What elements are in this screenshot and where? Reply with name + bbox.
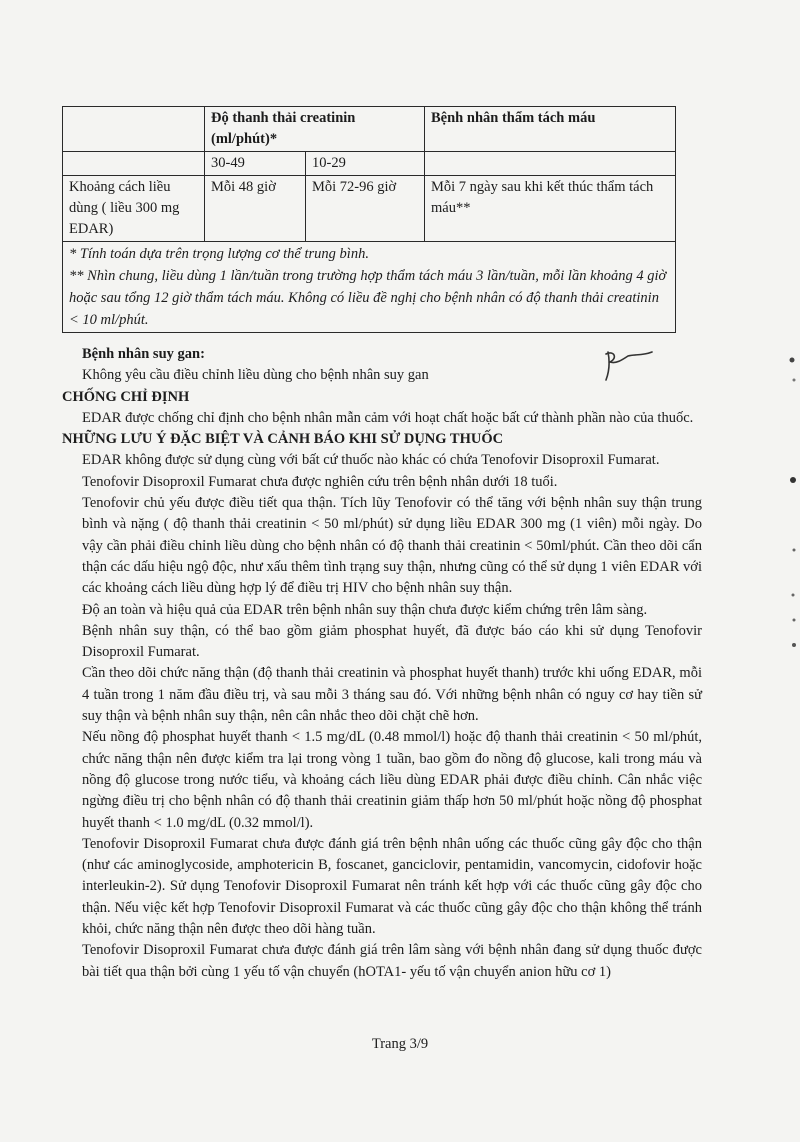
contraindications-heading: CHỐNG CHỈ ĐỊNH: [62, 388, 190, 405]
header-dialysis: Bệnh nhân thẩm tách máu: [425, 107, 676, 152]
table-header-row: [63, 107, 676, 152]
page-number: Trang 3/9: [371, 1036, 429, 1052]
header-clearance: Độ thanh thải creatinin (ml/phút)*: [205, 107, 425, 152]
subheader-dialysis-empty: [425, 152, 676, 176]
document-body: [62, 344, 702, 983]
table-subheader-row: [63, 152, 676, 176]
warnings-heading: NHỮNG LƯU Ý ĐẶC BIỆT VÀ CẢNH BÁO KHI SỬ DỤNG THUỐC: [62, 431, 504, 448]
warnings-paragraph-7: Nếu nồng độ phosphat huyết thanh < 1.5 mg/dL (0.48 mmol/l) hoặc độ thanh thải creatinin < 50 ml/phút, chức năng thận nên được kiểm tra lại trong vòng 1 tuần, bao gồm đo nồng độ glucose, kali trong máu và nồng độ glucose trong nước tiểu, và khoảng cách liều dùng EDAR phải được điều chỉnh. Cân nhắc việc ngừng điều trị cho bệnh nhân có độ thanh thải creatinin giảm thấp hơn 50 ml/phút hoặc nồng độ phosphat huyết thanh < 1.0 mg/dL (0.32 mmol/l).: [82, 729, 702, 831]
hepatic-heading: Bệnh nhân suy gan:: [82, 346, 205, 362]
subheader-empty-cell: [63, 152, 205, 176]
value-every-48h: Mỗi 48 giờ: [205, 176, 306, 242]
contraindications-text: EDAR được chống chỉ định cho bệnh nhân mẫn cảm với hoạt chất hoặc bất cứ thành phần nào của thuốc.: [82, 409, 694, 426]
header-empty-cell: [63, 107, 205, 152]
hepatic-text: Không yêu cầu điều chỉnh liều dùng cho bệnh nhân suy gan: [82, 367, 429, 384]
subheader-30-49: 30-49: [205, 152, 306, 176]
dosage-table: [62, 106, 676, 333]
value-every-72-96h: Mỗi 72-96 giờ: [306, 176, 425, 242]
warnings-paragraph-1: EDAR không được sử dụng cùng với bất cứ thuốc nào khác có chứa Tenofovir Disoproxil Fumarat.: [82, 452, 660, 469]
warnings-paragraph-2: Tenofovir Disoproxil Fumarat chưa được nghiên cứu trên bệnh nhân dưới 18 tuổi.: [82, 473, 558, 490]
subheader-10-29: 10-29: [306, 152, 425, 176]
warnings-paragraph-5: Bệnh nhân suy thận, có thể bao gồm giảm phosphat huyết, đã được báo cáo khi sử dụng Tenofovir Disoproxil Fumarat.: [82, 622, 702, 661]
warnings-paragraph-8: Tenofovir Disoproxil Fumarat chưa được đánh giá trên bệnh nhân uống các thuốc cũng gây độc cho thận (như các aminoglycoside, amphotericin B, foscanet, ganciclovir, pentamidin, vancomycin, cidofovir hoặc interleukin-2). Sử dụng Tenofovir Disoproxil Fumarat nên tránh kết hợp với các thuốc cũng gây độc cho thận. Nếu việc kết hợp Tenofovir Disoproxil Fumarat và các thuốc cũng gây độc cho thận không thể tránh khỏi, chức năng thận nên được theo dõi hàng tuần.: [82, 835, 702, 938]
warnings-paragraph-4: Độ an toàn và hiệu quả của EDAR trên bệnh nhân suy thận chưa được kiểm chứng trên lâm sàng.: [82, 601, 648, 618]
table-row: [63, 176, 676, 242]
footnote-1: * Tính toán dựa trên trọng lượng cơ thể trung bình.: [69, 246, 369, 262]
table-notes-row: [63, 242, 676, 333]
warnings-paragraph-9: Tenofovir Disoproxil Fumarat chưa được đánh giá trên lâm sàng với bệnh nhân đang sử dụng thuốc được bài tiết qua thận bởi cùng 1 yếu tố vận chuyển (hOTA1- yếu tố vận chuyển anion hữu cơ 1): [82, 942, 702, 980]
table-notes: [63, 242, 676, 333]
value-dialysis-interval: Mỗi 7 ngày sau khi kết thúc thẩm tách máu**: [425, 176, 676, 242]
scan-edge-marks: [778, 350, 800, 670]
warnings-paragraph-6: Cần theo dõi chức năng thận (độ thanh thải creatinin và phosphat huyết thanh) trước khi uống EDAR, mỗi 4 tuần trong 1 năm đầu điều trị, và sau mỗi 3 tháng sau đó. Với những bệnh nhân có nguy cơ hay tiền sử suy thận và bệnh nhân suy thận, nên cân nhắc theo dõi chặt chẽ hơn.: [82, 665, 702, 725]
footnote-2: ** Nhìn chung, liều dùng 1 lần/tuần trong trường hợp thẩm tách máu 3 lần/tuần, mỗi lần khoảng 4 giờ hoặc sau tổng 12 giờ thẩm tách máu. Không có liều đề nghị cho bệnh nhân có độ thanh thải creatinin < 10 ml/phút.: [69, 268, 667, 328]
warnings-paragraph-3: Tenofovir chủ yếu được điều tiết qua thận. Tích lũy Tenofovir có thể tăng với bệnh nhân suy thận trung bình và nặng ( độ thanh thải creatinin < 50 ml/phút) sử dụng liều EDAR 300 mg (1 viên) mỗi ngày. Do vậy cần phải điều chỉnh liều dùng cho bệnh nhân có độ thanh thải creatinin < 50ml/phút. Cần theo dõi cẩn thận các dấu hiệu ngộ độc, như xấu thêm tình trạng suy thận, nhưng cũng có thể sử dụng 1 viên EDAR với các khoảng cách liều dùng hợp lý để điều trị HIV cho bệnh nhân suy thận.: [82, 495, 702, 597]
row-label-dosing-interval: Khoảng cách liều dùng ( liều 300 mg EDAR): [63, 176, 205, 242]
